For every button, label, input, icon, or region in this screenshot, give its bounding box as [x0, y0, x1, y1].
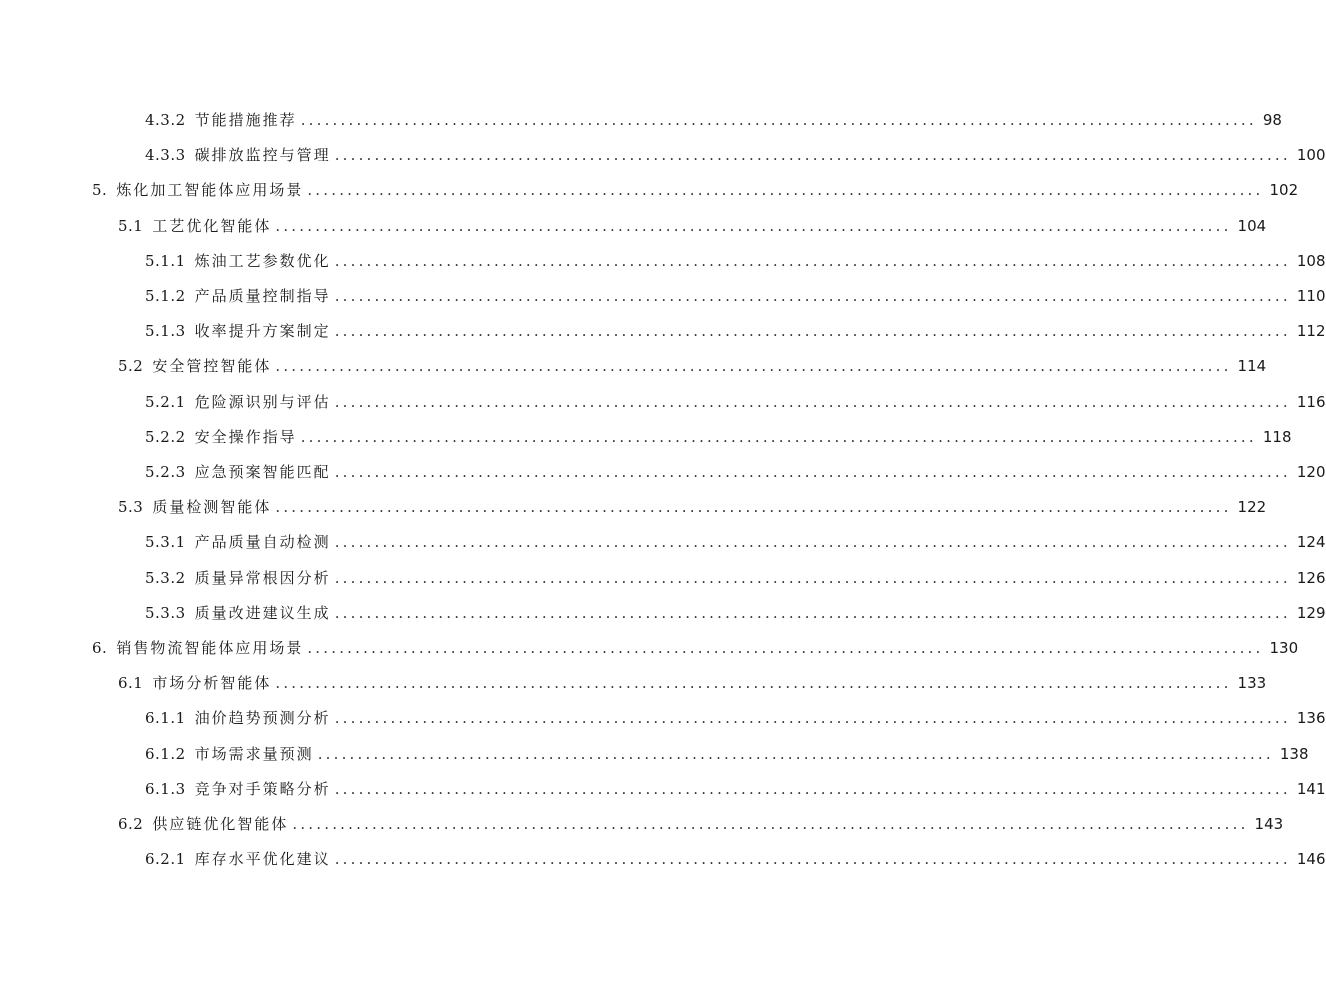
toc-dot-leader: ........................................................................................................................ [300, 111, 1257, 129]
toc-entry-number: 6.1 [118, 674, 144, 693]
toc-dot-leader: ........................................................................................................................ [275, 357, 1232, 376]
toc-entry[interactable] [118, 670, 1267, 696]
toc-dot-leader: ........................................................................................................................ [334, 146, 1291, 165]
toc-entry-page-number: 124 [1296, 533, 1326, 552]
toc-entry-page-number: 120 [1296, 463, 1326, 481]
toc-entry-number: 5.2 [118, 357, 144, 376]
toc-entry-title: 竞争对手策略分析 [194, 779, 331, 798]
toc-entry-number: 6.1.1 [145, 709, 186, 728]
toc-dot-leader: ........................................................................................................................ [292, 815, 1249, 833]
toc-entry-number: 5.2.1 [145, 392, 186, 411]
toc-entry-page-number: 141 [1296, 779, 1326, 798]
toc-entry[interactable] [118, 494, 1267, 520]
toc-entry-page-number: 112 [1296, 322, 1326, 341]
toc-entry-number: 5. [92, 181, 108, 200]
toc-entry-page-number: 133 [1237, 674, 1267, 693]
toc-dot-leader: ........................................................................................................................ [334, 251, 1291, 270]
toc-entry-number: 5.2.2 [145, 427, 186, 446]
toc-entry-number: 4.3.3 [145, 146, 186, 165]
toc-entry-number: 5.3.3 [145, 603, 186, 622]
toc-dot-leader: ........................................................................................................................ [275, 216, 1232, 235]
toc-entry[interactable] [145, 459, 1326, 485]
toc-entry-title: 产品质量控制指导 [194, 287, 331, 305]
toc-entry[interactable] [145, 846, 1326, 872]
toc-entry-number: 5.3.2 [145, 568, 186, 587]
toc-entry-title: 炼化加工智能体应用场景 [116, 181, 304, 200]
toc-entry-number: 5.1 [118, 216, 144, 235]
toc-entry[interactable] [145, 107, 1282, 133]
toc-dot-leader: ........................................................................................................................ [334, 533, 1291, 552]
toc-entry[interactable] [145, 776, 1326, 802]
toc-entry-page-number: 143 [1254, 815, 1284, 833]
toc-entry-page-number: 100 [1296, 146, 1326, 165]
toc-entry-number: 6. [92, 639, 108, 657]
toc-entry-number: 5.1.3 [145, 322, 186, 341]
toc-entry[interactable] [145, 389, 1326, 415]
toc-entry-number: 5.2.3 [145, 463, 186, 481]
toc-entry-page-number: 138 [1279, 744, 1309, 763]
toc-entry[interactable] [145, 424, 1292, 450]
toc-dot-leader: ........................................................................................................................ [334, 779, 1291, 798]
toc-dot-leader: ........................................................................................................................ [334, 850, 1291, 869]
toc-entry-title: 油价趋势预测分析 [194, 709, 331, 728]
toc-dot-leader: ........................................................................................................................ [334, 287, 1291, 305]
toc-entry-page-number: 126 [1296, 568, 1326, 587]
toc-entry[interactable] [118, 811, 1284, 837]
toc-entry-page-number: 122 [1237, 498, 1267, 517]
toc-entry-page-number: 146 [1296, 850, 1326, 869]
toc-entry[interactable] [145, 705, 1326, 731]
toc-entry[interactable] [92, 177, 1299, 203]
toc-dot-leader: ........................................................................................................................ [307, 639, 1264, 657]
toc-dot-leader: ........................................................................................................................ [300, 427, 1257, 446]
toc-entry-title: 质量改进建议生成 [194, 603, 331, 622]
toc-entry[interactable] [92, 635, 1299, 661]
toc-dot-leader: ........................................................................................................................ [275, 498, 1232, 517]
toc-entry-page-number: 110 [1296, 287, 1326, 305]
toc-dot-leader: ........................................................................................................................ [275, 674, 1232, 693]
toc-entry-title: 产品质量自动检测 [194, 533, 331, 552]
toc-entry-title: 碳排放监控与管理 [194, 146, 331, 165]
toc-entry-title: 工艺优化智能体 [152, 216, 272, 235]
toc-dot-leader: ........................................................................................................................ [307, 181, 1264, 200]
toc-entry-title: 销售物流智能体应用场景 [116, 639, 304, 657]
toc-entry[interactable] [145, 318, 1326, 344]
toc-entry-number: 6.1.3 [145, 779, 186, 798]
toc-entry-title: 库存水平优化建议 [194, 850, 331, 869]
toc-entry-title: 危险源识别与评估 [194, 392, 331, 411]
toc-entry-page-number: 114 [1237, 357, 1267, 376]
toc-entry-page-number: 102 [1269, 181, 1299, 200]
toc-entry-number: 5.1.2 [145, 287, 186, 305]
toc-entry-title: 质量检测智能体 [152, 498, 272, 517]
toc-dot-leader: ........................................................................................................................ [334, 603, 1291, 622]
toc-entry-number: 6.2.1 [145, 850, 186, 869]
toc-entry[interactable] [145, 248, 1326, 274]
toc-entry[interactable] [145, 142, 1326, 168]
toc-entry[interactable] [145, 741, 1309, 767]
toc-entry-title: 节能措施推荐 [194, 111, 297, 129]
toc-entry-page-number: 108 [1296, 251, 1326, 270]
toc-entry-title: 应急预案智能匹配 [194, 463, 331, 481]
toc-entry-page-number: 136 [1296, 709, 1326, 728]
toc-entry-page-number: 129 [1296, 603, 1326, 622]
toc-entry[interactable] [145, 529, 1326, 555]
toc-entry-page-number: 98 [1262, 111, 1282, 129]
toc-entry-title: 安全操作指导 [194, 427, 297, 446]
toc-entry-title: 供应链优化智能体 [152, 815, 289, 833]
toc-dot-leader: ........................................................................................................................ [334, 463, 1291, 481]
toc-entry-title: 炼油工艺参数优化 [194, 251, 331, 270]
toc-entry[interactable] [145, 283, 1326, 309]
toc-entry-page-number: 104 [1237, 216, 1267, 235]
toc-entry-title: 质量异常根因分析 [194, 568, 331, 587]
toc-dot-leader: ........................................................................................................................ [334, 709, 1291, 728]
toc-entry-title: 收率提升方案制定 [194, 322, 331, 341]
toc-entry-number: 6.1.2 [145, 744, 186, 763]
toc-entry-page-number: 116 [1296, 392, 1326, 411]
toc-entry[interactable] [118, 213, 1267, 239]
toc-dot-leader: ........................................................................................................................ [334, 392, 1291, 411]
toc-entry-number: 4.3.2 [145, 111, 186, 129]
toc-entry[interactable] [145, 600, 1326, 626]
toc-entry-number: 5.3.1 [145, 533, 186, 552]
toc-entry-title: 市场需求量预测 [194, 744, 314, 763]
toc-dot-leader: ........................................................................................................................ [334, 322, 1291, 341]
toc-dot-leader: ........................................................................................................................ [317, 744, 1274, 763]
toc-entry-number: 6.2 [118, 815, 144, 833]
toc-entry-title: 市场分析智能体 [152, 674, 272, 693]
toc-entry[interactable] [118, 353, 1267, 379]
toc-entry-page-number: 130 [1269, 639, 1299, 657]
toc-entry-title: 安全管控智能体 [152, 357, 272, 376]
toc-entry-number: 5.3 [118, 498, 144, 517]
toc-entry[interactable] [145, 565, 1326, 591]
toc-entry-number: 5.1.1 [145, 251, 186, 270]
toc-entry-page-number: 118 [1262, 427, 1292, 446]
toc-dot-leader: ........................................................................................................................ [334, 568, 1291, 587]
